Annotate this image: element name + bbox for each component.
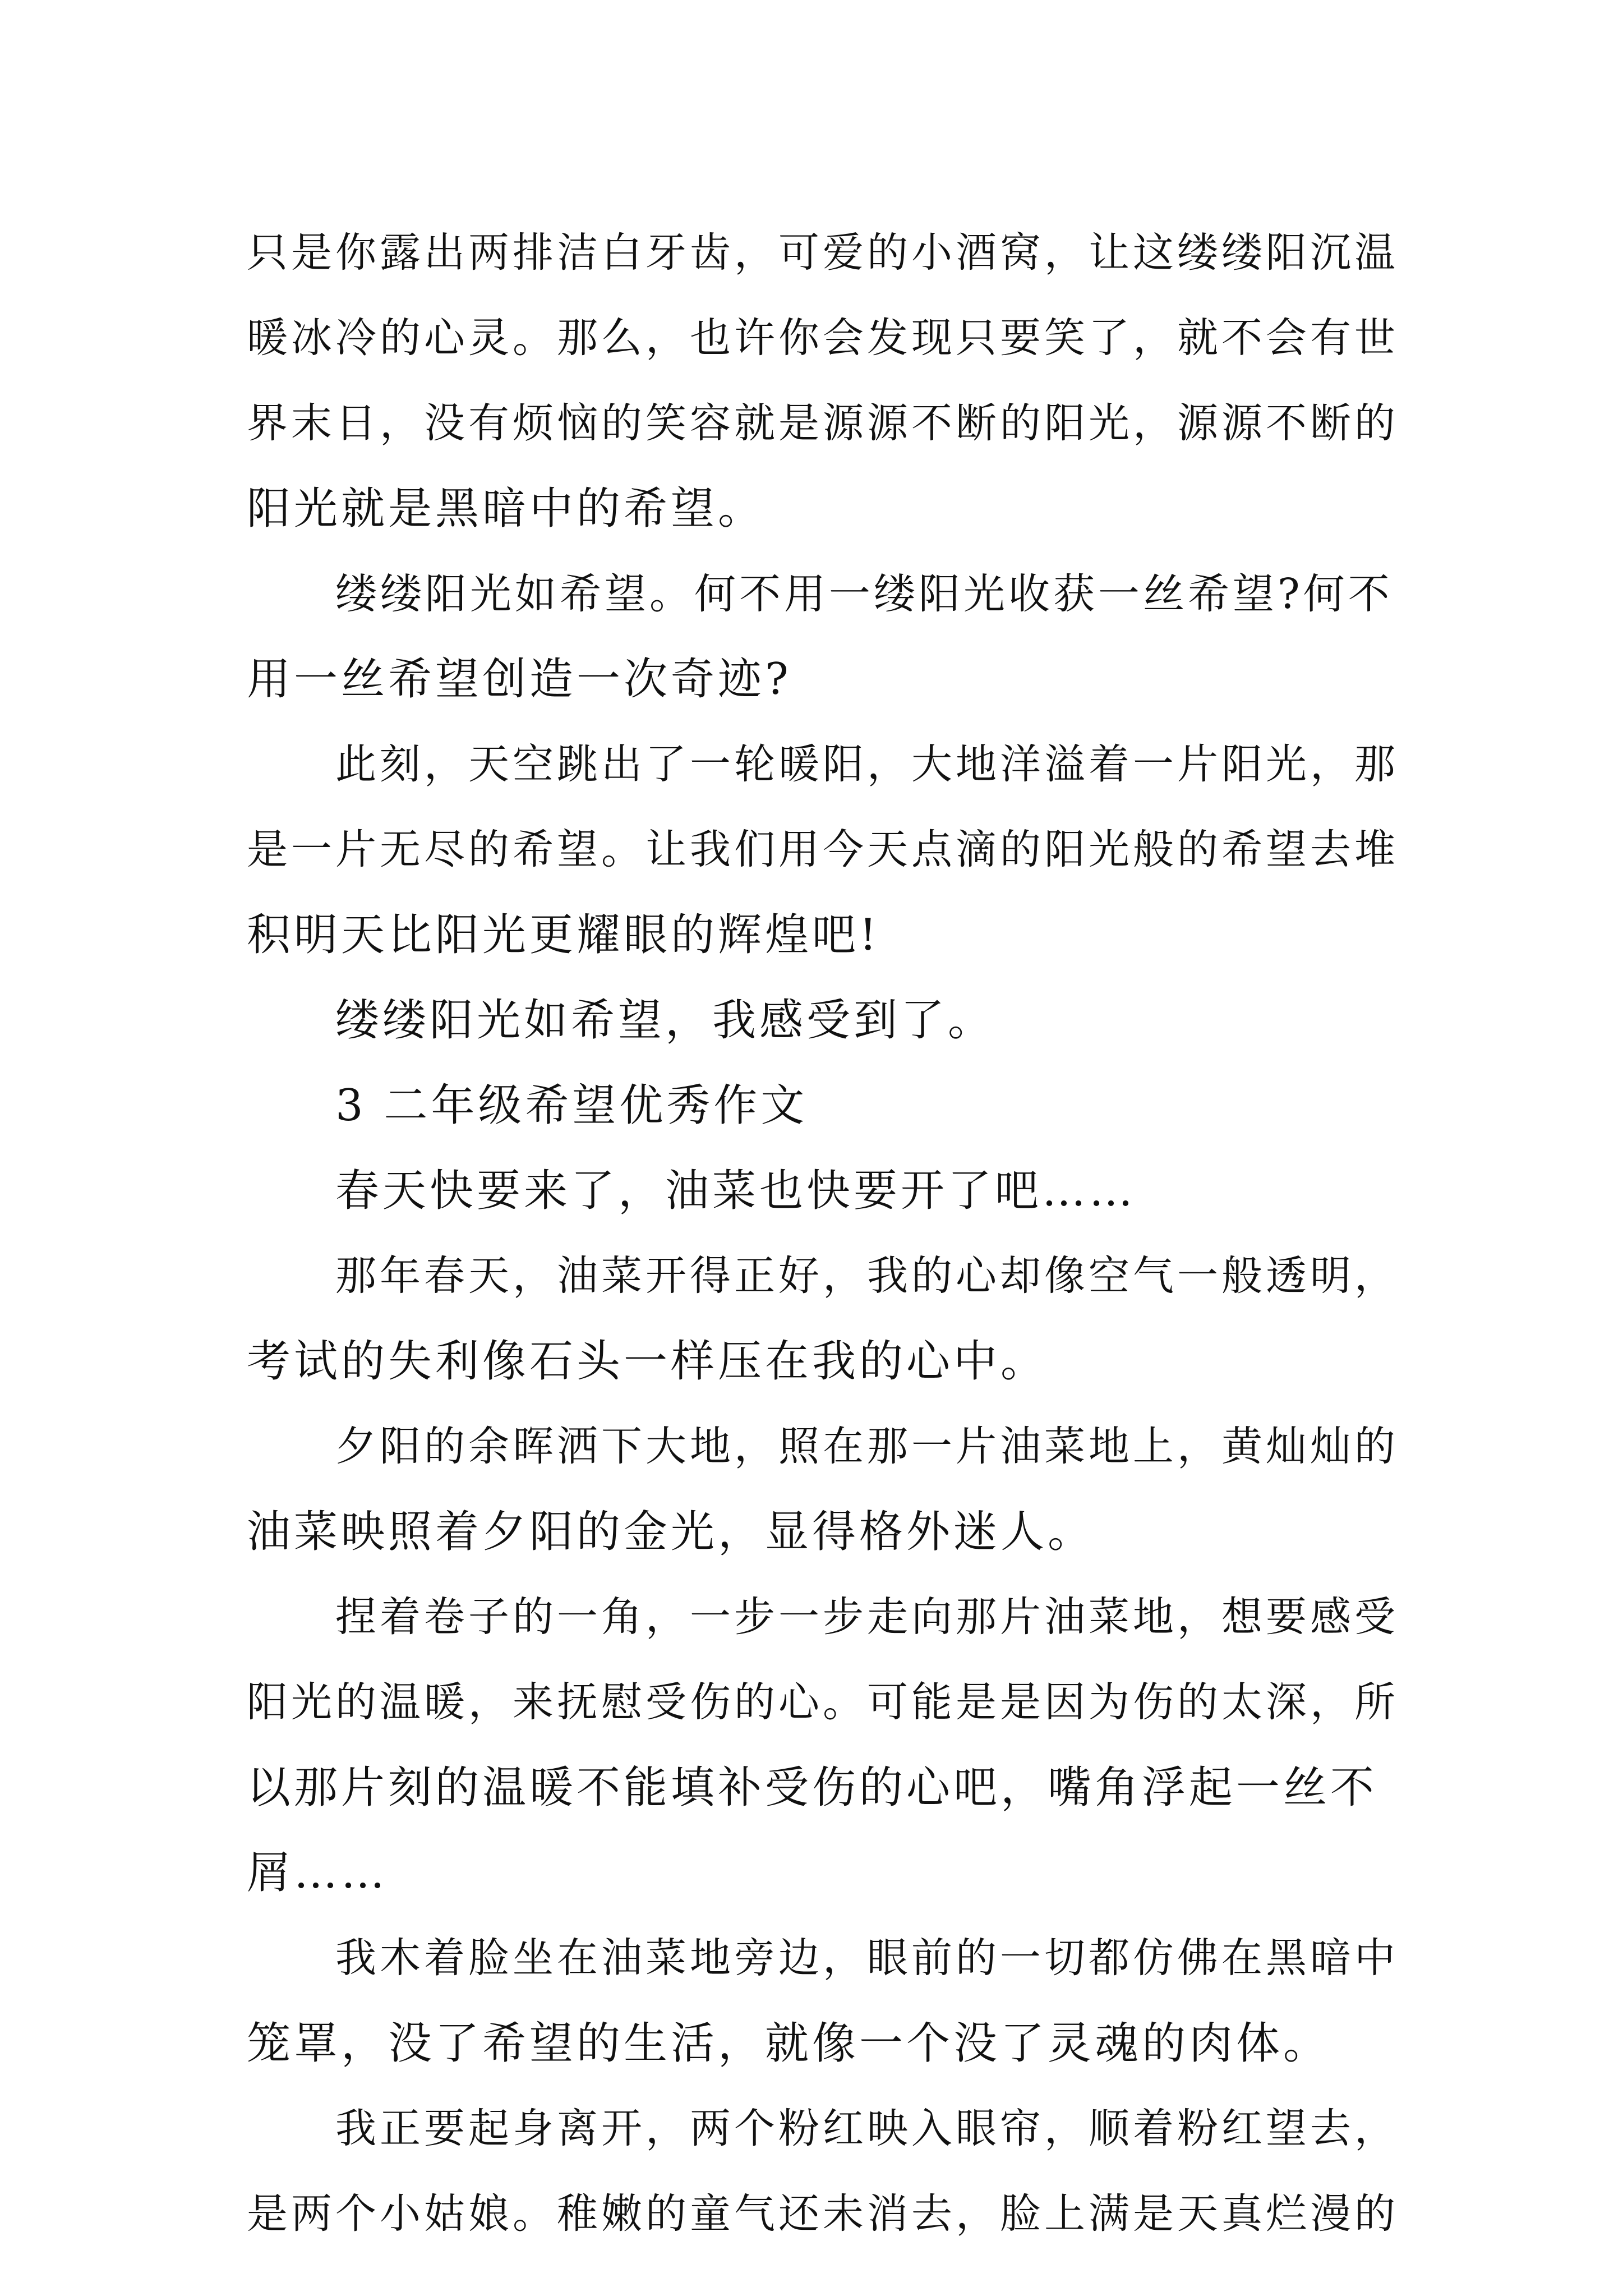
text-line: 界末日，没有烦恼的笑容就是源源不断的阳光，源源不断的 — [247, 399, 1399, 447]
text-line: 用一丝希望创造一次奇迹? — [247, 654, 792, 705]
text-line: 只是你露出两排洁白牙齿，可爱的小酒窝，让这缕缕阳沉温 — [247, 229, 1399, 277]
paragraph-first-line: 捏着卷子的一角，一步一步走向那片油菜地，想要感受 — [335, 1593, 1399, 1641]
paragraph-first-line: 缕缕阳光如希望，我感受到了。 — [335, 995, 995, 1046]
paragraph-first-line: 夕阳的余晖洒下大地，照在那一片油菜地上，黄灿灿的 — [335, 1423, 1399, 1470]
paragraph-first-line: 缕缕阳光如希望。何不用一缕阳光收获一丝希望?何不 — [335, 570, 1393, 618]
text-line: 暖冰冷的心灵。那么，也许你会发现只要笑了，就不会有世 — [247, 314, 1399, 362]
paragraph-first-line: 我木着脸坐在油菜地旁边，眼前的一切都仿佛在黑暗中 — [335, 1934, 1399, 1982]
text-line: 阳光的温暖，来抚慰受伤的心。可能是是因为伤的太深，所 — [247, 1678, 1399, 1726]
text-line: 屑…… — [247, 1848, 389, 1898]
text-line: 阳光就是黑暗中的希望。 — [247, 484, 766, 534]
text-line: 以那片刻的温暖不能填补受伤的心吧，嘴角浮起一丝不 — [247, 1763, 1378, 1813]
paragraph-first-line: 春天快要来了，油菜也快要开了吧…… — [335, 1166, 1137, 1216]
paragraph-first-line: 此刻，天空跳出了一轮暖阳，大地洋溢着一片阳光，那 — [335, 740, 1399, 788]
text-line: 积明天比阳光更耀眼的辉煌吧! — [247, 910, 880, 960]
text-line: 是一片无尽的希望。让我们用今天点滴的阳光般的希望去堆 — [247, 826, 1399, 873]
text-line: 考试的失利像石头一样压在我的心中。 — [247, 1336, 1048, 1387]
paragraph-first-line: 我正要起身离开，两个粉红映入眼帘，顺着粉红望去， — [335, 2105, 1399, 2152]
text-line: 笼罩，没了希望的生活，就像一个没了灵魂的肉体。 — [247, 2018, 1331, 2069]
text-line: 油菜映照着夕阳的金光，显得格外迷人。 — [247, 1507, 1095, 1557]
section-heading: 3 二年级希望优秀作文 — [335, 1080, 808, 1131]
text-line: 是两个小姑娘。稚嫩的童气还未消去，脸上满是天真烂漫的 — [247, 2190, 1399, 2238]
paragraph-first-line: 那年春天，油菜开得正好，我的心却像空气一般透明， — [335, 1252, 1399, 1300]
article-body — [247, 210, 1402, 2257]
